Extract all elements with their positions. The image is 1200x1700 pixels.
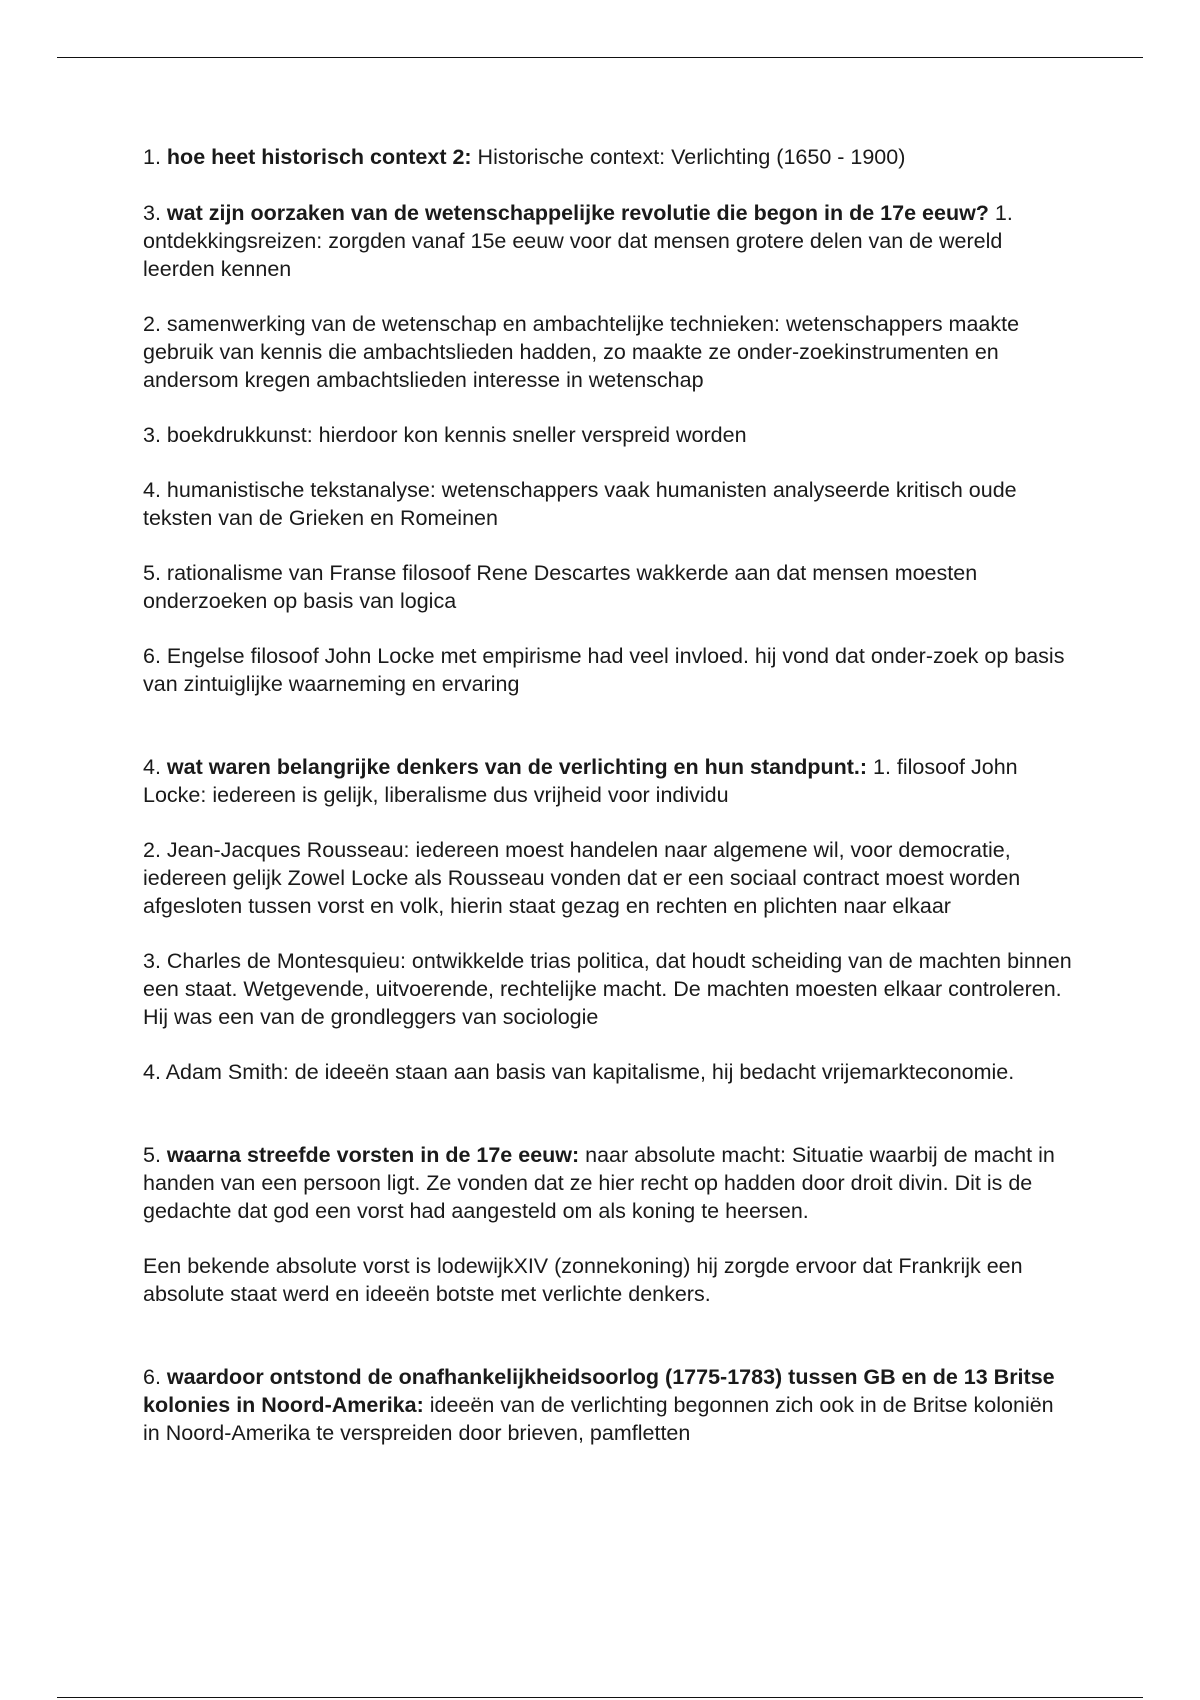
document-body: [143, 143, 1073, 1474]
section-context: [143, 143, 1073, 171]
answer-text: 2. samenwerking van de wetenschap en ambachtelijke technieken: wetenschappers maakte gebruik van kennis die ambachtslieden hadden, zo maakte ze onder-zoekinstrumenten en andersom kregen ambachtslieden interesse in wetenschap: [143, 312, 1020, 392]
question-text: waardoor ontstond de onafhankelijkheidsoorlog (1775-1783) tussen GB en de 13 Britse kolonies in Noord-Amerika:: [143, 1365, 1055, 1417]
answer-text: 6. Engelse filosoof John Locke met empirisme had veel invloed. hij vond dat onder-zoek op basis van zintuiglijke waarneming en ervaring: [143, 644, 1065, 696]
top-rule: [57, 57, 1143, 58]
paragraph: [143, 476, 1073, 532]
section-absolutism: [143, 1141, 1073, 1308]
section-thinkers: [143, 753, 1073, 1086]
paragraph: [143, 1363, 1073, 1447]
paragraph: [143, 836, 1073, 920]
item-number: 4.: [143, 755, 161, 779]
question-text: wat zijn oorzaken van de wetenschappelijke revolutie die begon in de 17e eeuw?: [166, 201, 989, 225]
paragraph: [143, 947, 1073, 1031]
answer-text: Een bekende absolute vorst is lodewijkXIV (zonnekoning) hij zorgde ervoor dat Frankrijk een absolute staat werd en ideeën botste met verlichte denkers.: [143, 1254, 1023, 1306]
answer-text: 4. Adam Smith: de ideeën staan aan basis van kapitalisme, hij bedacht vrijemarkteconomie.: [143, 1060, 1015, 1084]
answer-text: 1. ontdekkingsreizen: zorgden vanaf 15e eeuw voor dat mensen grotere delen van de wereld leerden kennen: [143, 201, 1013, 281]
item-number: 3.: [143, 201, 161, 225]
section-causes: [143, 199, 1073, 698]
section-independence-war: [143, 1363, 1073, 1447]
paragraph: [143, 1141, 1073, 1225]
paragraph: [143, 1252, 1073, 1308]
answer-text: ideeën van de verlichting begonnen zich ook in de Britse koloniën in Noord-Amerika te verspreiden door brieven, pamfletten: [143, 1393, 1054, 1445]
paragraph: [143, 199, 1073, 283]
item-number: 6.: [143, 1365, 161, 1389]
paragraph: [143, 559, 1073, 615]
paragraph: [143, 143, 1073, 171]
question-text: hoe heet historisch context 2:: [166, 145, 472, 169]
answer-text: 4. humanistische tekstanalyse: wetenschappers vaak humanisten analyseerde kritisch oude teksten van de Grieken en Romeinen: [143, 478, 1017, 530]
item-number: 5.: [143, 1143, 161, 1167]
answer-text: 5. rationalisme van Franse filosoof Rene Descartes wakkerde aan dat mensen moesten onderzoeken op basis van logica: [143, 561, 978, 613]
paragraph: [143, 753, 1073, 809]
answer-text: 2. Jean-Jacques Rousseau: iedereen moest handelen naar algemene wil, voor democratie, iedereen gelijk Zowel Locke als Rousseau vonden dat er een sociaal contract moest worden afgesloten tussen vorst en volk, hierin staat gezag en rechten en plichten naar elkaar: [143, 838, 1021, 918]
answer-text: 3. boekdrukkunst: hierdoor kon kennis sneller verspreid worden: [143, 423, 747, 447]
answer-text: Historische context: Verlichting (1650 - 1900): [471, 145, 906, 169]
answer-text: 3. Charles de Montesquieu: ontwikkelde trias politica, dat houdt scheiding van de machten binnen een staat. Wetgevende, uitvoerende, rechtelijke macht. De machten moesten elkaar controleren. Hij was een van de grondleggers van sociologie: [143, 949, 1072, 1029]
question-text: waarna streefde vorsten in de 17e eeuw:: [166, 1143, 580, 1167]
question-text: wat waren belangrijke denkers van de verlichting en hun standpunt.:: [166, 755, 868, 779]
paragraph: [143, 310, 1073, 394]
answer-text: naar absolute macht: Situatie waarbij de macht in handen van een persoon ligt. Ze vonden dat ze hier recht op hadden door droit divin. Dit is de gedachte dat god een vorst had aangesteld om als koning te heersen.: [143, 1143, 1055, 1223]
paragraph: [143, 642, 1073, 698]
item-number: 1.: [143, 145, 161, 169]
paragraph: [143, 421, 1073, 449]
answer-text: 1. filosoof John Locke: iedereen is gelijk, liberalisme dus vrijheid voor individu: [143, 755, 1018, 807]
paragraph: [143, 1058, 1073, 1086]
bottom-rule: [57, 1697, 1143, 1698]
